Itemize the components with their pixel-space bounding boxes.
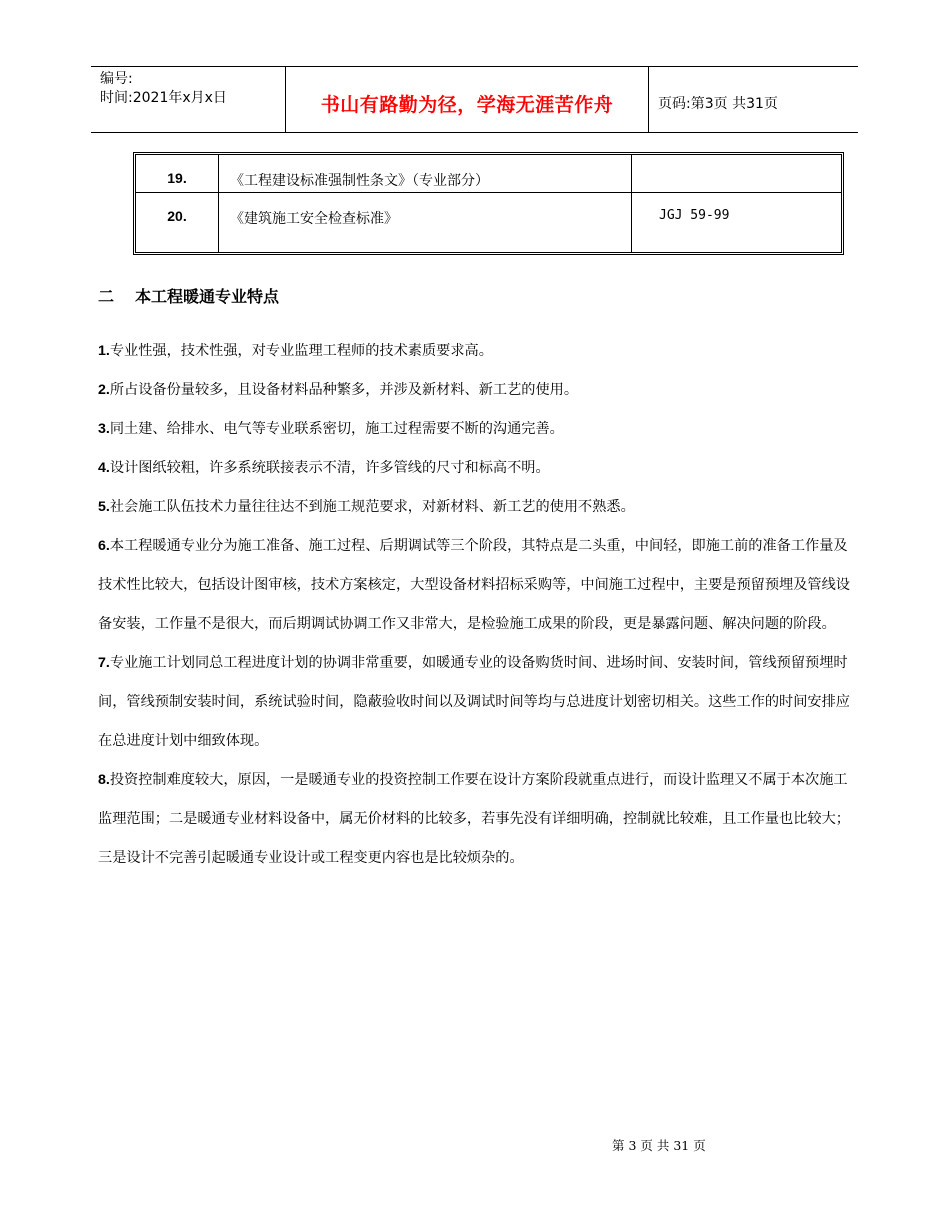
list-item: [98, 761, 850, 878]
item-number: 5.: [98, 499, 110, 515]
item-number: 3.: [98, 421, 110, 437]
section-title: 本工程暖通专业特点: [135, 287, 280, 306]
table-row: [136, 192, 841, 252]
item-text: 社会施工队伍技术力量往往达不到施工规范要求，对新材料、新工艺的使用不熟悉。: [109, 499, 635, 515]
header-page-info: 页码:第3页 共31页: [658, 95, 778, 112]
item-text: 投资控制难度较大，原因，一是暖通专业的投资控制工作要在设计方案阶段就重点进行，而设计监理又不属于本次施工监理范围；二是暖通专业材料设备中，属无价材料的比较多，若事先没有详细明确，控制就比较难，且工作量也比较大；三是设计不完善引起暖通专业设计或工程变更内容也是比较烦杂的。: [98, 772, 850, 866]
item-number: 8.: [98, 772, 110, 788]
list-item: [98, 488, 850, 527]
header-time-label: 时间:2021年x月x日: [100, 90, 227, 106]
item-text: 同土建、给排水、电气等专业联系密切，施工过程需要不断的沟通完善。: [109, 421, 564, 437]
standard-name: 《建筑施工安全检查标准》: [219, 192, 632, 252]
list-item: [98, 644, 850, 761]
item-text: 所占设备份量较多，且设备材料品种繁多，并涉及新材料、新工艺的使用。: [109, 382, 579, 398]
standard-code: [632, 155, 842, 192]
list-item: [98, 332, 850, 371]
page-footer: 第 3 页 共 31 页: [612, 1138, 706, 1153]
list-item: [98, 371, 850, 410]
body-text: [98, 332, 850, 878]
header-meta: [91, 67, 286, 132]
standard-name: 《工程建设标准强制性条文》（专业部分）: [219, 155, 632, 192]
item-number: 1.: [98, 343, 110, 359]
reference-table: [133, 152, 844, 255]
page-header: [91, 66, 858, 133]
section-heading: [98, 284, 279, 307]
table-row: [136, 155, 841, 192]
item-text: 专业性强，技术性强，对专业监理工程师的技术素质要求高。: [109, 343, 493, 359]
header-motto: 书山有路勤为径，学海无涯苦作舟: [286, 67, 649, 132]
list-item: [98, 527, 850, 644]
item-number: 4.: [98, 460, 110, 476]
item-number: 7.: [98, 655, 110, 671]
row-number: 20.: [136, 192, 219, 252]
list-item: [98, 449, 850, 488]
item-text: 本工程暖通专业分为施工准备、施工过程、后期调试等三个阶段，其特点是二头重，中间轻，即施工前的准备工作量及技术性比较大，包括设计图审核，技术方案核定，大型设备材料招标采购等，中间施工过程中，主要是预留预埋及管线设备安装，工作量不是很大，而后期调试协调工作又非常大，是检验施工成果的阶段，更是暴露问题、解决问题的阶段。: [98, 538, 850, 632]
standard-code: JGJ 59-99: [632, 192, 842, 252]
section-number: 二: [98, 287, 115, 306]
list-item: [98, 410, 850, 449]
item-text: 设计图纸较粗，许多系统联接表示不清，许多管线的尺寸和标高不明。: [109, 460, 550, 476]
item-number: 6.: [98, 538, 110, 554]
item-number: 2.: [98, 382, 110, 398]
item-text: 专业施工计划同总工程进度计划的协调非常重要，如暖通专业的设备购货时间、进场时间、安装时间，管线预留预埋时间，管线预制安装时间，系统试验时间，隐蔽验收时间以及调试时间等均与总进度计划密切相关。这些工作的时间安排应在总进度计划中细致体现。: [98, 655, 850, 749]
header-number-label: 编号:: [100, 71, 133, 87]
row-number: 19.: [136, 155, 219, 192]
